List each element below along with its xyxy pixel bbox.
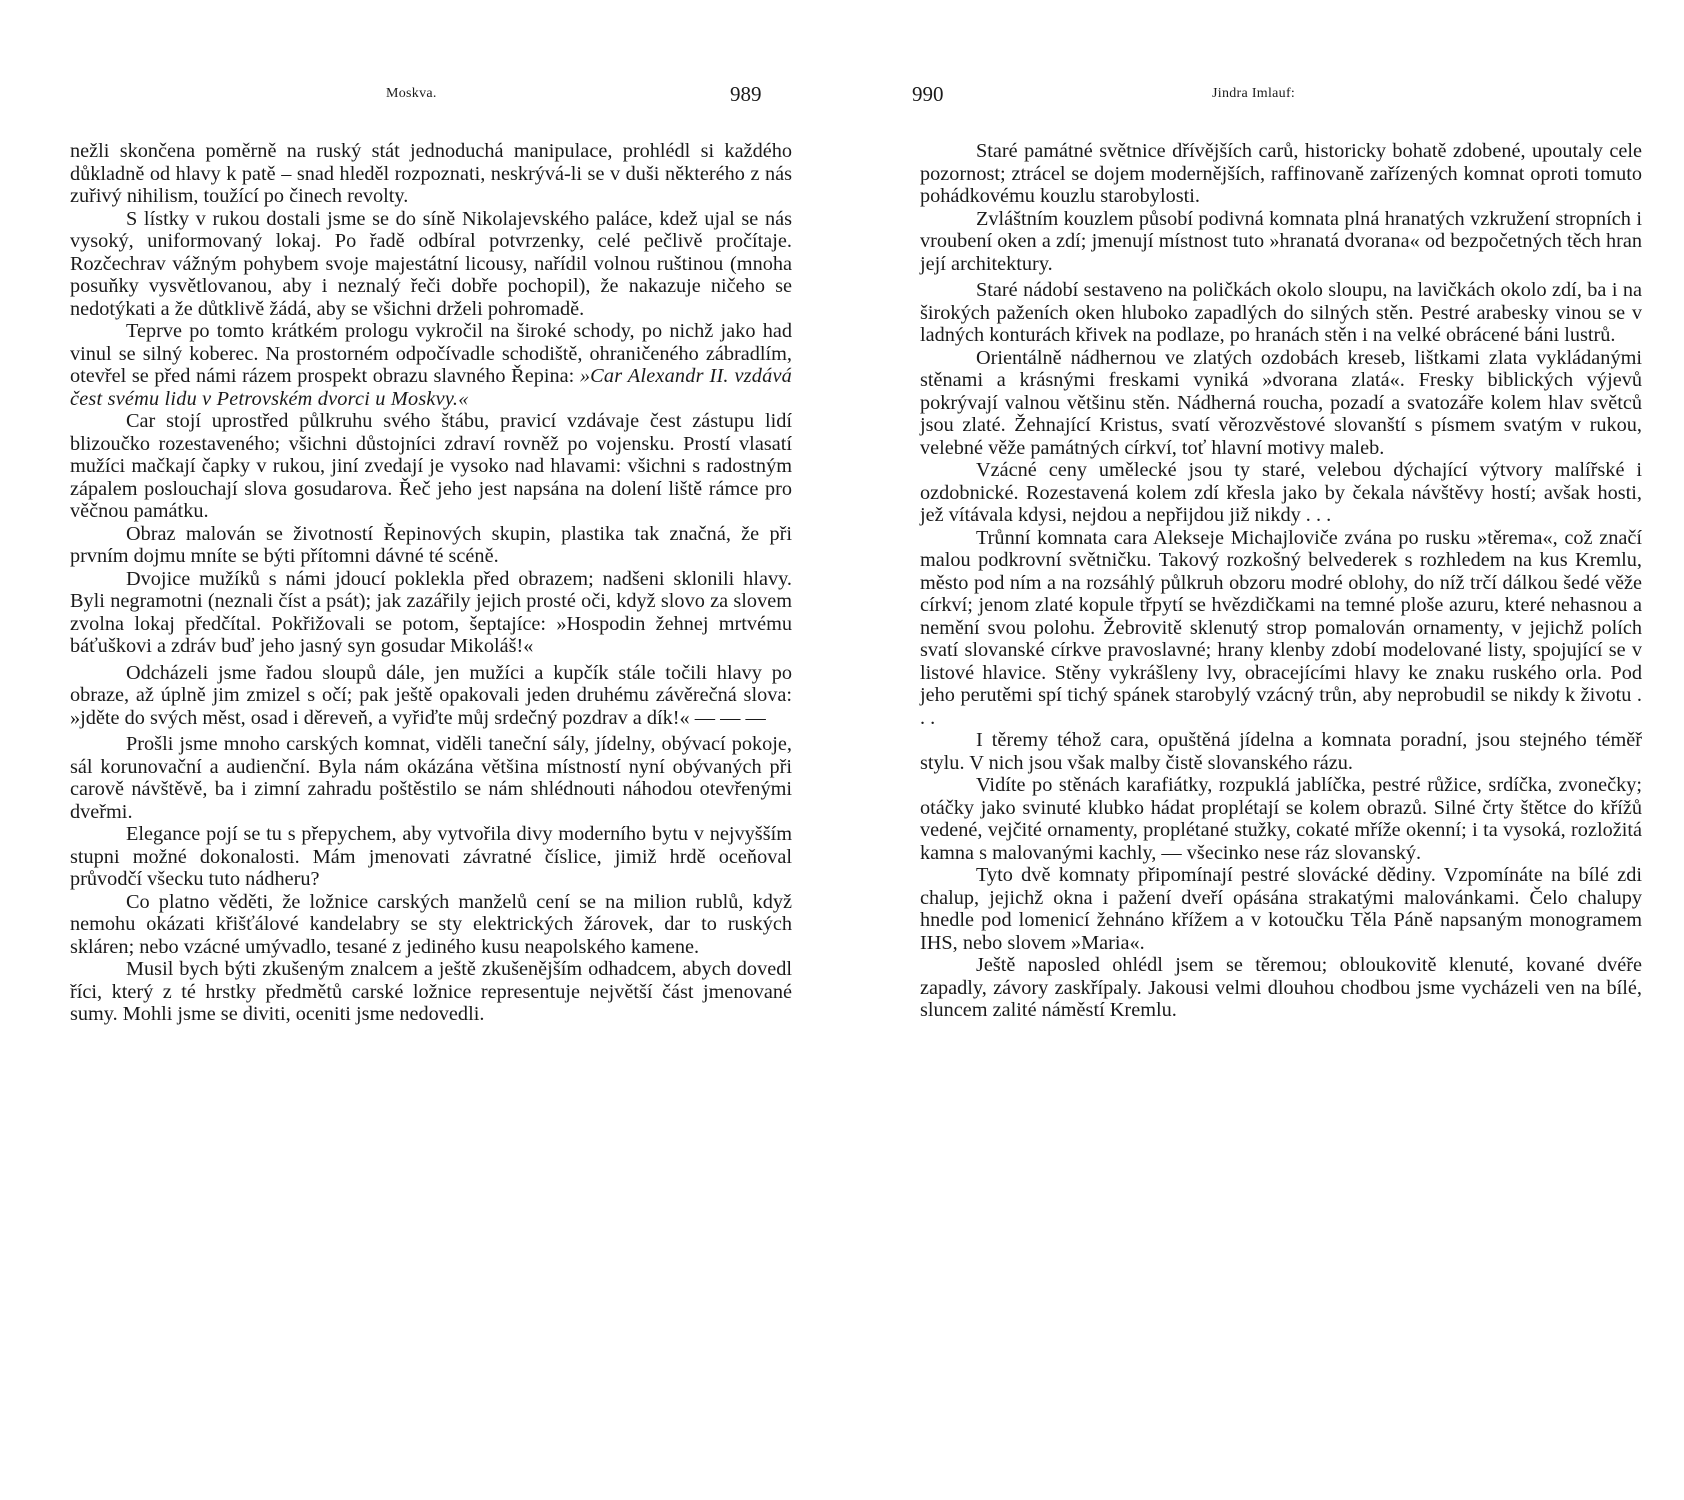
paragraph: Elegance pojí se tu s přepychem, aby vytvořila divy moderního bytu v nejvyšším stupni možné dokonalosti. Mám jmenovati závratné číslice, jimiž hrdě oceňoval průvodčí všecku tuto nádheru? [70,823,792,890]
paragraph: Co platno věděti, že ložnice carských manželů cení se na milion rublů, když nemohu okázati křišťálové kandelabry se sty elektrických žárovek, dar to ruských skláren; nebo vzácné umývadlo, tesané z jediného kusu neapolského kamene. [70,890,792,958]
left-body-text [70,140,792,1026]
paragraph: Orientálně nádhernou ve zlatých ozdobách kreseb, lištkami zlata vykládanými stěnami a krásnými freskami vyniká »dvorana zlatá«. Fresky biblických výjevů pokrývají valnou většinu stěn. Nádherná roucha, pozadí a svatozáře kolem hlav světců jsou zlaté. Žehnající Kristus, svatí věrozvěstové slovanští s písmem svatým v rukou, velebné věže památných církví, toť hlavní motivy maleb. [920,346,1642,459]
left-page-number: 989 [730,82,762,106]
paragraph: Obraz malován se životností Řepinových skupin, plastika tak značná, že při prvním dojmu mníte se býti přítomni dávné té scéně. [70,522,792,567]
paragraph: Staré nádobí sestaveno na poličkách okolo sloupu, na lavičkách okolo zdí, ba i na širokých paženích oken hluboko zapadlých do silných stěn. Pestré arabesky vinou se v ladných konturách křivek na podlaze, po hranách stěn i na velké obrácené báni lustrů. [920,279,1642,346]
paragraph: Tyto dvě komnaty připomínají pestré slovácké dědiny. Vzpomínáte na bílé zdi chalup, jejichž okna i pažení dveří opásána strakatými malovánkami. Čelo chalupy hnedle pod lomenicí žehnáno křížem a v kotoučku Těla Páně napsaným monogramem IHS, nebo slovem »Maria«. [920,864,1642,954]
paragraph: Odcházeli jsme řadou sloupů dále, jen mužíci a kupčík stále točili hlavy po obraze, až úplně jim zmizel s očí; pak ještě opakovali jeden druhému závěrečná slova: »jděte do svých měst, osad i děreveň, a vyřiďte můj srdečný pozdrav a dík!« — — — [70,661,792,729]
paragraph: Staré památné světnice dřívějších carů, historicky bohatě zdobené, upoutaly cele pozornost; ztrácel se dojem modernějších, raffinovaně zařízených komnat oproti tomuto pohádkovému kouzlu starobylosti. [920,140,1642,207]
paragraph [70,320,792,410]
right-body-text [920,140,1642,1022]
right-page-number: 990 [912,82,944,106]
paragraph: Musil bych býti zkušeným znalcem a ještě zkušenějším odhadcem, abych dovedl říci, který z té hrstky předmětů carské ložnice representuje největší část jmenované sumy. Mohli jsme se diviti, oceniti jsme nedovedli. [70,958,792,1025]
paragraph-text: Teprve po tomto krátkém prologu vykročil na široké schody, po nichž jako had vinul se silný koberec. Na prostorném odpočívadle schodiště, ohraničeného zábradlím, otevřel se před námi rázem prospekt obrazu slavného Řepina: [70,320,792,387]
paragraph: Vidíte po stěnách karafiátky, rozpuklá jablíčka, pestré růžice, srdíčka, zvonečky; otáčky jako svinuté klubko hádat proplétají se kolem obrazů. Silné črty štětce do křížů vedené, vejčité ornamenty, proplétané stužky, cokaté mříže okenní; i ta vysoká, rozložitá kamna s malovanými kachly, — všecinko nese ráz slovanský. [920,774,1642,864]
paragraph: Vzácné ceny umělecké jsou ty staré, velebou dýchající výtvory malířské i ozdobnické. Rozestavená kolem zdí křesla jako by čekala návštěvy hostí; avšak hosti, jež vítávala kdysi, nejdou a nepřijdou již nikdy . . . [920,459,1642,526]
paragraph: Ještě naposled ohlédl jsem se těremou; obloukovitě klenuté, kované dvéře zapadly, závory zaskřípaly. Jakousi velmi dlouhou chodbou jsme vycházeli ven na bílé, sluncem zalité náměstí Kremlu. [920,954,1642,1021]
paragraph: Prošli jsme mnoho carských komnat, viděli taneční sály, jídelny, obývací pokoje, sál korunovační a audienční. Byla nám okázána většina místností nyní obývaných při carově návštěvě, ba i zimní zahradu poštěstilo se nám shlédnouti náhodou otevřenými dveřmi. [70,733,792,823]
paragraph: S lístky v rukou dostali jsme se do síně Nikolajevského paláce, kdež ujal se nás vysoký, uniformovaný lokaj. Po řadě odbíral potvrzenky, celé pečlivě pročítaje. Rozčechrav vážným pohybem svoje majestátní licousy, nařídil volnou ruštinou (mnoha posuňky vysvětlovanou, aby i neznalý řeči dobře pochopil), že nakazuje ničeho se nedotýkati a že důtklivě žádá, aby se všichni drželi pohromadě. [70,207,792,320]
right-page [842,0,1684,1500]
right-running-head: Jindra Imlauf: [1212,86,1296,101]
left-running-head: Moskva. [386,86,437,101]
paragraph: I těremy téhož cara, opuštěná jídelna a komnata poradní, jsou stejného téměř stylu. V nich jsou však malby čistě slovanského rázu. [920,729,1642,774]
paragraph: Zvláštním kouzlem působí podivná komnata plná hranatých vzkružení stropních i vroubení oken a zdí; jmenují místnost tuto »hranatá dvorana« od bezpočetných těch hran její architektury. [920,207,1642,275]
paragraph: Dvojice mužíků s námi jdoucí poklekla před obrazem; nadšeni sklonili hlavy. Byli negramotni (neznali číst a psát); jak zazářily jejich prosté oči, když slovo za slovem zvolna lokaj předčítal. Pokřižovali se potom, šeptajíce: »Hospodin žehnej mrtvému báťuškovi a zdráv buď jeho jasný syn gosudar Mikoláš!« [70,567,792,657]
paragraph: nežli skončena poměrně na ruský stát jednoduchá manipulace, prohlédl si každého důkladně od hlavy k patě – snad hleděl rozpoznati, neskrývá-li se v duši některého z nás zuřivý nihilism, toužící po činech revolty. [70,140,792,207]
painting-title: »Car Alexandr II. vzdává čest svému lidu v Petrovském dvorci u Moskvy.« [70,365,792,410]
paragraph: Trůnní komnata cara Alekseje Michajloviče zvána po rusku »těrema«, což značí malou podkrovní světničku. Takový rozkošný belvederek s rozhledem na kus Kremlu, město pod ním a na rozsáhlý půlkruh obzoru modré oblohy, do níž trčí dálkou šedé věže církví; jenom zlaté kopule třpytí se hvězdičkami na temné ploše azuru, které nehasnou a nemění svou polohu. Žebrovitě sklenutý strop pomalován ornamenty, v jejichž polích svatí slovanské církve pravoslavné; hrany klenby zdobí modelované listy, spojující se v listové hlavice. Stěny vykrášleny lvy, obracejícími hlavy ke znaku ruského orla. Pod jeho perutěmi spí tichý spánek starobylý vzácný trůn, aby neprobudil se nikdy k životu . . . [920,526,1642,729]
paragraph: Car stojí uprostřed půlkruhu svého štábu, pravicí vzdávaje čest zástupu lidí blizoučko rozestaveného; všichni důstojníci zdraví rovněž po vojensku. Prostí vlasatí mužíci mačkají čapky v rukou, jiní zvedají je vysoko nad hlavami: všichni s radostným zápalem poslouchají slova gosudarova. Řeč jeho jest napsána na dolení liště rámce pro věčnou památku. [70,410,792,522]
